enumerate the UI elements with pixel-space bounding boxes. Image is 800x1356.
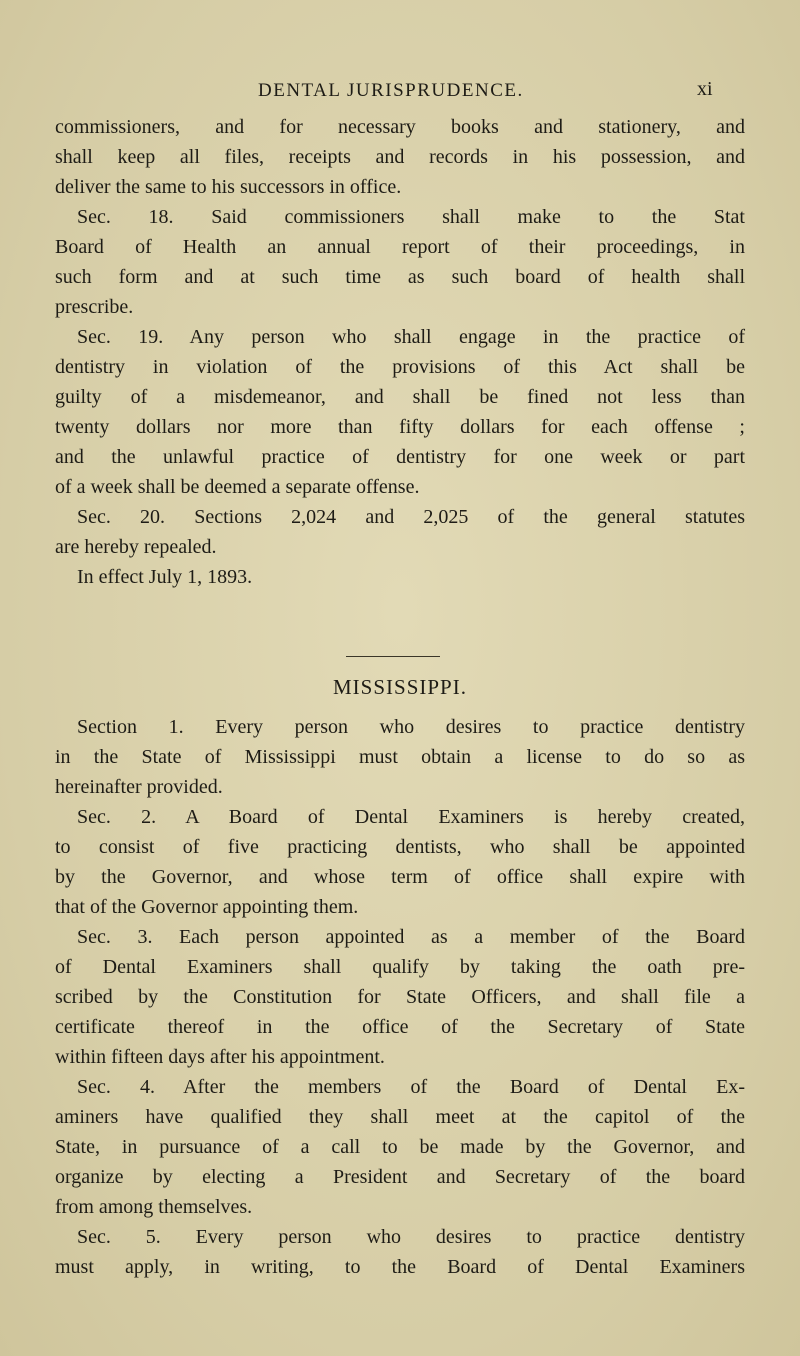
text-line: shall keep all files, receipts and records in his possession, and — [55, 146, 745, 168]
text-line: by the Governor, and whose term of office shall expire with — [55, 866, 745, 888]
page-number: xi — [697, 78, 713, 100]
section-divider — [346, 656, 440, 657]
text-line: to consist of five practicing dentists, who shall be appointed — [55, 836, 745, 858]
section-heading: MISSISSIPPI. — [333, 675, 467, 699]
text-line: twenty dollars nor more than fifty dollars for each offense ; — [55, 416, 745, 438]
text-line: from among themselves. — [55, 1196, 253, 1218]
text-line: Sec. 3. Each person appointed as a member of the Board — [77, 926, 745, 948]
text-line: aminers have qualified they shall meet at the capitol of the — [55, 1106, 745, 1128]
text-line: Sec. 4. After the members of the Board of Dental Ex- — [77, 1076, 745, 1098]
text-line: and the unlawful practice of dentistry for one week or part — [55, 446, 745, 468]
text-line: Board of Health an annual report of their proceedings, in — [55, 236, 745, 258]
text-line: guilty of a misdemeanor, and shall be fined not less than — [55, 386, 745, 408]
text-line: of Dental Examiners shall qualify by taking the oath pre- — [55, 956, 745, 978]
text-line: State, in pursuance of a call to be made by the Governor, and — [55, 1136, 745, 1158]
text-line: Section 1. Every person who desires to practice dentistry — [77, 716, 745, 738]
text-line: that of the Governor appointing them. — [55, 896, 359, 918]
page-header — [0, 80, 800, 104]
running-title: DENTAL JURISPRUDENCE. — [258, 80, 524, 101]
text-line: Sec. 5. Every person who desires to practice dentistry — [77, 1226, 745, 1248]
text-line: Sec. 19. Any person who shall engage in the practice of — [77, 326, 745, 348]
text-line: deliver the same to his successors in office. — [55, 176, 402, 198]
body-text-top — [55, 112, 745, 592]
text-line: Sec. 18. Said commissioners shall make to the Stat — [77, 206, 745, 228]
text-line: within fifteen days after his appointment. — [55, 1046, 385, 1068]
text-line: certificate thereof in the office of the Secretary of State — [55, 1016, 745, 1038]
text-line: commissioners, and for necessary books and stationery, and — [55, 116, 745, 138]
text-line: hereinafter provided. — [55, 776, 223, 798]
text-line: dentistry in violation of the provisions of this Act shall be — [55, 356, 745, 378]
text-line: Sec. 20. Sections 2,024 and 2,025 of the general statutes — [77, 506, 745, 528]
text-line: organize by electing a President and Secretary of the board — [55, 1166, 745, 1188]
text-line: Sec. 2. A Board of Dental Examiners is hereby created, — [77, 806, 745, 828]
text-line: scribed by the Constitution for State Officers, and shall file a — [55, 986, 745, 1008]
text-line: such form and at such time as such board of health shall — [55, 266, 745, 288]
text-line: are hereby repealed. — [55, 536, 217, 558]
body-text-bottom — [55, 712, 745, 1282]
text-line: prescribe. — [55, 296, 134, 318]
text-line: must apply, in writing, to the Board of Dental Examiners — [55, 1256, 745, 1278]
text-line: of a week shall be deemed a separate offense. — [55, 476, 420, 498]
text-line: In effect July 1, 1893. — [77, 566, 253, 588]
text-line: in the State of Mississippi must obtain a license to do so as — [55, 746, 745, 768]
